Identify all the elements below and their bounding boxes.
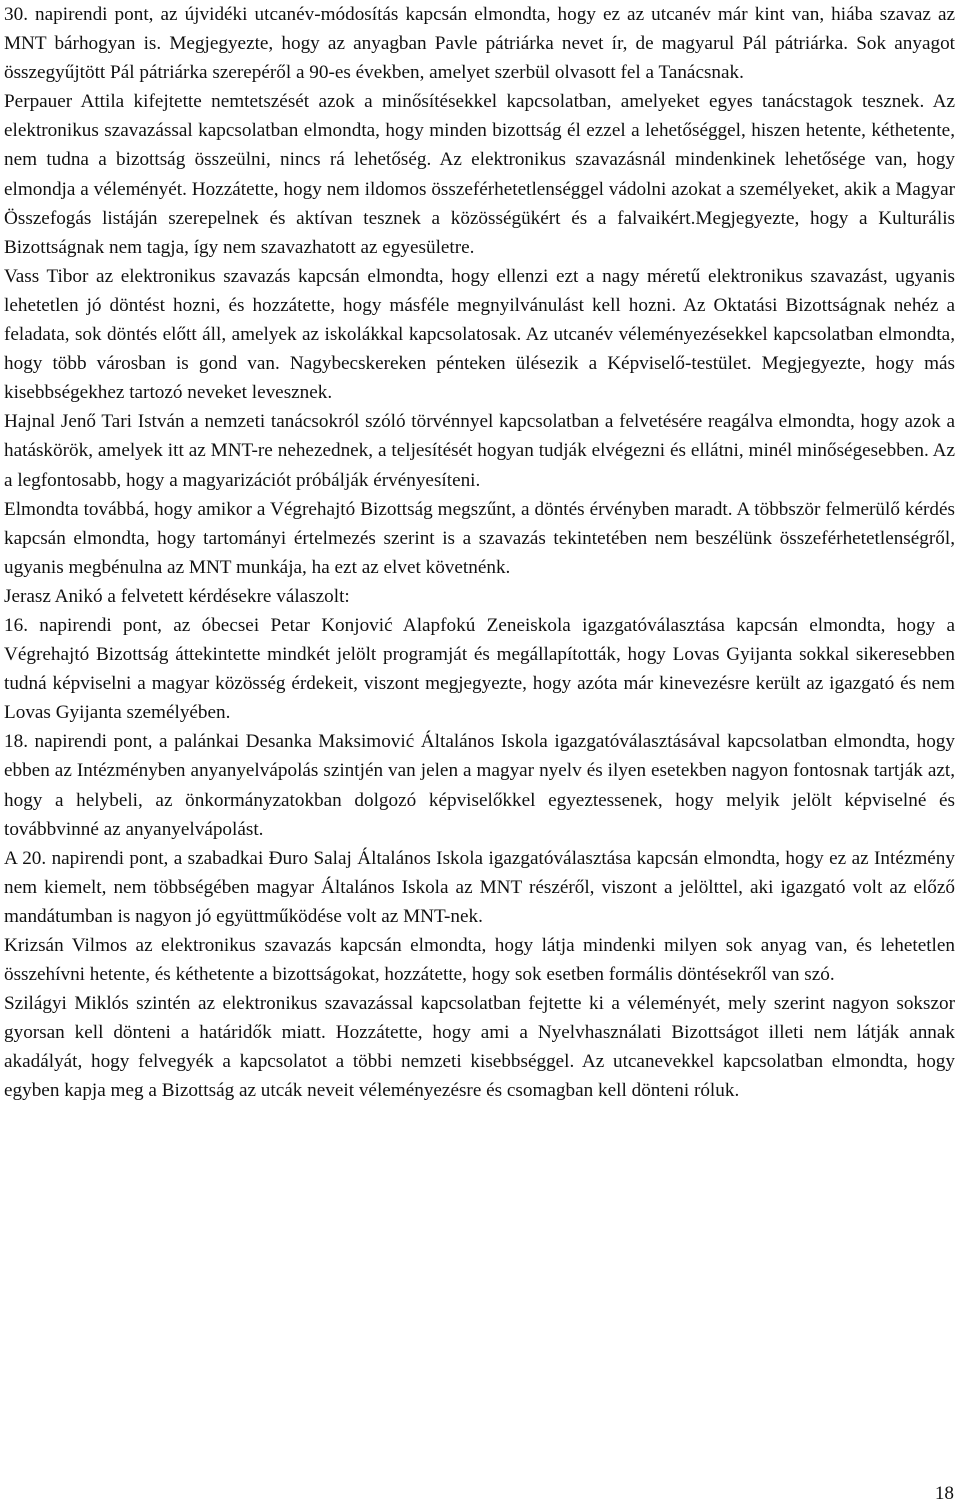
- paragraph-krizsan-vilmos: Krizsán Vilmos az elektronikus szavazás kapcsán elmondta, hogy látja mindenki milyen sok anyag van, és lehetetlen összehívni hetente, és kéthetente a bizottságokat, hozzátette, hogy sok esetben formális döntésekről van szó.: [4, 935, 955, 986]
- paragraph-30-napirendi-pont: 30. napirendi pont, az újvidéki utcanév-módosítás kapcsán elmondta, hogy ez az utcanév már kint van, hiába szavaz az MNT bárhogyan is. Megjegyezte, hogy az anyagban Pavle pátriárka nevet ír, de magyarul Pál pátriárka. Sok anyagot összegyűjtött Pál pátriárka szerepéről a 90-es években, amelyet szerbül olvasott fel a Tanácsnak.: [4, 4, 955, 84]
- paragraph-16-napirendi-pont: 16. napirendi pont, az óbecsei Petar Konjović Alapfokú Zeneiskola igazgatóválasztása kapcsán elmondta, hogy a Végrehajtó Bizottság áttekintette mindkét jelölt programját és megállapították, hogy Lovas Gyijanta sokkal sikeresebben tudná képviselni a magyar közösség érdekeit, viszont megjegyezte, hogy azóta már kinevezésre került az igazgató és nem Lovas Gyijanta személyében.: [4, 614, 955, 724]
- paragraph-vass-tibor: Vass Tibor az elektronikus szavazás kapcsán elmondta, hogy ellenzi ezt a nagy méretű elektronikus szavazást, ugyanis lehetetlen jó döntést hozni, és hozzátette, hogy másféle megnyilvánulást kell hozni. Az Oktatási Bizottságnak nehéz a feladata, sok döntés előtt áll, amelyek az iskolákkal kapcsolatosak. Az utcanév véleményezésekkel kapcsolatban elmondta, hogy több városban is gond van. Nagybecskereken pénteken ülésezik a Képviselő-testület. Megjegyezte, hogy más kisebbségekhez tartozó neveket levesznek.: [4, 265, 955, 404]
- paragraph-18-napirendi-pont: 18. napirendi pont, a palánkai Desanka Maksimović Általános Iskola igazgatóválasztásával kapcsolatban elmondta, hogy ebben az Intézményben anyanyelvápolás szintjén van jelen a magyar nyelv és ilyen esetekben nagyon fontosnak tartják azt, hogy a helybeli, az önkormányzatokban dolgozó képviselőkkel egyeztessenek, hogy melyik jelölt képviselné és továbbvinné az anyanyelvápolást.: [4, 731, 955, 840]
- paragraph-hajnal-jeno: Hajnal Jenő Tari István a nemzeti tanácsokról szóló törvénnyel kapcsolatban a felvetésére reagálva elmondta, hogy azok a hatáskörök, amelyek itt az MNT-re nehezednek, a teljesítését hogyan tudják elvégezni és ellátni, minél minőségesebben. Az a legfontosabb, hogy a magyarizációt próbálják érvényesíteni.: [4, 411, 955, 491]
- paragraph-20-napirendi-pont: A 20. napirendi pont, a szabadkai Đuro Salaj Általános Iskola igazgatóválasztása kapcsán elmondta, hogy ez az Intézmény nem kiemelt, nem többségében magyar Általános Iskola az MNT részéről, viszont a jelölttel, aki igazgató volt az előző mandátumban is nagyon jó együttműködése volt az MNT-nek.: [4, 847, 955, 927]
- paragraph-vegrehajto-bizottsag: Elmondta továbbá, hogy amikor a Végrehajtó Bizottság megszűnt, a döntés érvényben maradt. A többször felmerülő kérdés kapcsán elmondta, hogy tartományi értelmezés szerint is a szavazás tekintetében nem beszélünk összeférhetetlenségről, ugyanis megbénulna az MNT munkája, ha ezt az elvet követnénk.: [4, 498, 955, 578]
- document-body: [4, 0, 955, 1106]
- paragraph-jerasz-aniko: Jerasz Anikó a felvetett kérdésekre válaszolt:: [4, 585, 350, 607]
- paragraph-szilagyi-miklos: Szilágyi Miklós szintén az elektronikus szavazással kapcsolatban fejtette ki a véleményét, mely szerint nagyon sokszor gyorsan kell dönteni a határidők miatt. Hozzátette, hogy ami a Nyelvhasználati Bizottságot illeti nem látják annak akadályát, hogy felvegyék a kapcsolatot a többi nemzeti kisebbséggel. Az utcanevekkel kapcsolatban elmondta, hogy egyben kapja meg a Bizottság az utcák neveit véleményezésre és csomagban kell dönteni róluk.: [4, 993, 955, 1102]
- paragraph-perpauer-attila: Perpauer Attila kifejtette nemtetszését azok a minősítésekkel kapcsolatban, amelyeket egyes tanácstagok tesznek. Az elektronikus szavazással kapcsolatban elmondta, hogy minden bizottság él ezzel a lehetőséggel, hiszen hetente, kéthetente, nem tudna a bizottság összeülni, nincs rá lehetőség. Az elektronikus szavazásnál mindenkinek lehetősége van, hogy elmondja a véleményét. Hozzátette, hogy nem ildomos összeférhetetlenséggel vádolni azokat a személyeket, akik a Magyar Összefogás listáján szerepelnek és aktívan tesznek a közösségükért és a falvaikért.Megjegyezte, hogy a Kulturális Bizottságnak nem tagja, így nem szavazhatott az egyesületre.: [4, 91, 955, 258]
- page-number: 18: [934, 1483, 954, 1504]
